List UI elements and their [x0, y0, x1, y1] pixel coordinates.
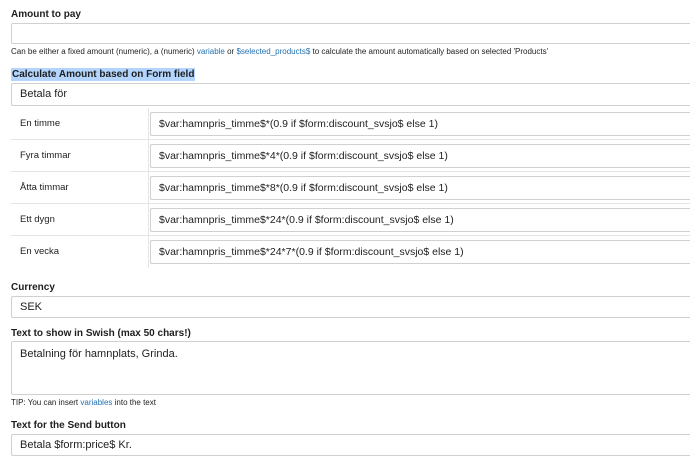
variables-link[interactable]: variables	[80, 398, 113, 407]
mapping-row-name: Åtta timmar	[20, 182, 69, 193]
swish-tip-text: TIP: You can insert	[11, 398, 81, 407]
send-button-text-input[interactable]	[11, 434, 690, 456]
mapping-row-value[interactable]: $var:hamnpris_timme$*24*(0.9 if $form:discount_svsjo$ else 1)	[150, 208, 690, 232]
mapping-row-name: Fyra timmar	[20, 150, 71, 161]
row-divider	[148, 140, 149, 171]
swish-tip	[11, 398, 156, 407]
mapping-row	[11, 172, 690, 204]
mapping-row-value[interactable]: $var:hamnpris_timme$*8*(0.9 if $form:discount_svsjo$ else 1)	[150, 176, 690, 200]
mapping-row-name: Ett dygn	[20, 214, 55, 225]
variable-link[interactable]: variable	[196, 47, 225, 56]
currency-label: Currency	[11, 282, 55, 293]
mapping-row	[11, 236, 690, 268]
swish-text-label: Text to show in Swish (max 50 chars!)	[11, 328, 191, 339]
swish-tip-tail: into the text	[112, 398, 156, 407]
mapping-row	[11, 140, 690, 172]
amount-help	[11, 47, 548, 56]
calc-field-select[interactable]: Betala för	[11, 83, 690, 106]
amount-help-or: or	[224, 47, 237, 56]
mapping-row	[11, 204, 690, 236]
mapping-row-value[interactable]: $var:hamnpris_timme$*24*7*(0.9 if $form:discount_svsjo$ else 1)	[150, 240, 690, 264]
amount-help-tail: to calculate the amount automatically based on selected 'Products'	[310, 47, 549, 56]
mapping-row-value[interactable]: $var:hamnpris_timme$*4*(0.9 if $form:discount_svsjo$ else 1)	[150, 144, 690, 168]
row-divider	[148, 236, 149, 268]
selected-products-link[interactable]: $selected_products$	[236, 47, 311, 56]
amount-label: Amount to pay	[11, 9, 81, 20]
mapping-row-name: En timme	[20, 118, 61, 129]
row-divider	[148, 172, 149, 203]
mapping-row	[11, 108, 690, 140]
amount-help-text: Can be either a fixed amount (numeric), a (numeric)	[11, 47, 197, 56]
mapping-row-value[interactable]: $var:hamnpris_timme$*(0.9 if $form:discount_svsjo$ else 1)	[150, 112, 690, 136]
send-button-text-label: Text for the Send button	[11, 420, 126, 431]
row-divider	[148, 204, 149, 235]
row-divider	[148, 108, 149, 139]
swish-text-input[interactable]	[11, 341, 690, 395]
currency-select[interactable]: SEK	[11, 296, 690, 318]
mapping-row-name: En vecka	[20, 246, 60, 257]
calc-label-text: Calculate Amount based on Form field	[12, 69, 195, 80]
amount-input[interactable]	[11, 23, 690, 44]
calc-label	[11, 69, 195, 80]
